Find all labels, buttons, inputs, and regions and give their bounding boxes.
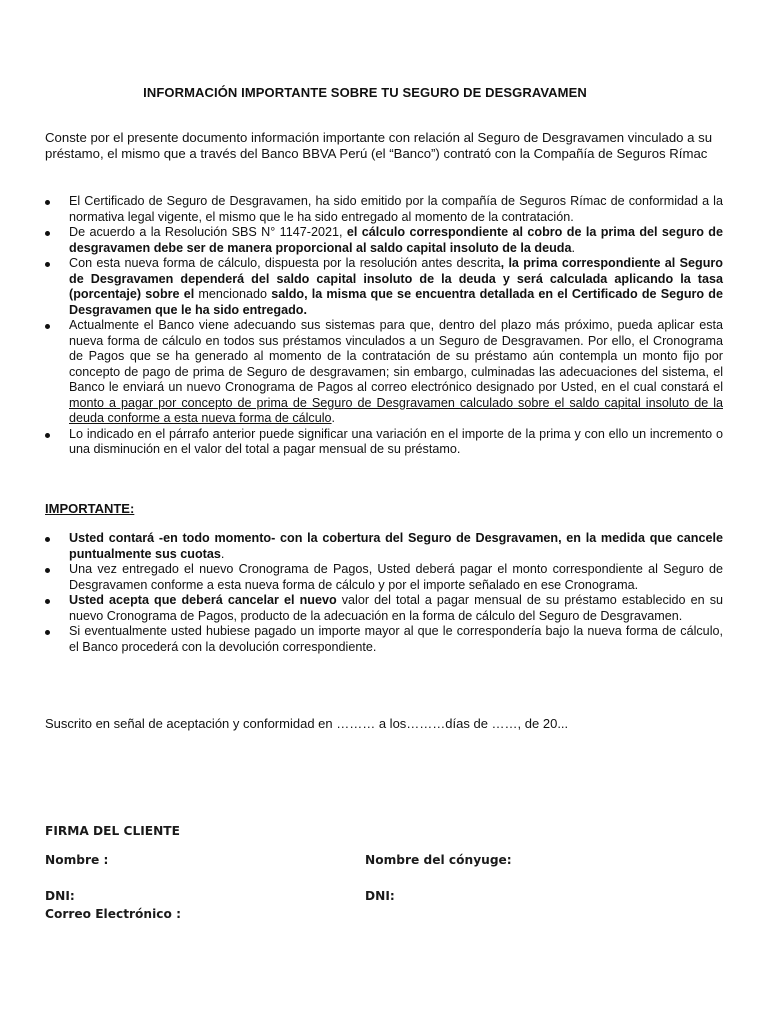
- bullet-text: valor del total a pagar mensual de su préstamo establecido en su nuevo Cronograma de Pagos, producto de la adecuación en la forma de cálculo del Seguro de Desgravamen.: [69, 593, 723, 623]
- bullet-text: El Certificado de Seguro de Desgravamen, ha sido emitido por la compañía de Seguros Rímac de conformidad a la normativa legal vigente, el mismo que le ha sido entregado al momento de la contratación.: [69, 194, 723, 224]
- list-item: [45, 593, 723, 624]
- bullet-bold-text: el cálculo correspondiente al cobro de la prima del seguro de desgravamen debe ser de manera proporcional al saldo capital insoluto de la deuda: [69, 225, 723, 255]
- important-heading: IMPORTANTE:: [45, 501, 135, 516]
- bullet-underlined-text: monto a pagar por concepto de prima de Seguro de Desgravamen calculado sobre el saldo capital insoluto de la deuda conforme a esta nueva forma de cálculo: [69, 395, 723, 425]
- client-name-label: Nombre :: [45, 853, 109, 867]
- list-item: [45, 624, 723, 655]
- bullet-bold-text: Usted acepta que deberá cancelar el nuevo: [69, 593, 337, 607]
- bullet-text: .: [571, 240, 576, 255]
- bullet-text: Si eventualmente usted hubiese pagado un importe mayor al que le correspondería bajo la nueva forma de cálculo, el Banco procederá con la devolución correspondiente.: [69, 624, 723, 654]
- spouse-name-label: Nombre del cónyuge:: [365, 853, 512, 867]
- list-item: [45, 531, 723, 562]
- bullet-text: De acuerdo a la Resolución SBS N° 1147-2021,: [69, 225, 347, 239]
- list-item: [45, 318, 723, 427]
- important-bullet-list: [45, 531, 723, 655]
- bullet-bold-text: Usted contará -en todo momento- con la cobertura del Seguro de Desgravamen, en la medida que cancele puntualmente sus cuotas: [69, 531, 723, 561]
- bullet-text: Lo indicado en el párrafo anterior puede significar una variación en el importe de la prima y con ello un incremento o una disminución en el valor del total a pagar mensual de su préstamo.: [69, 426, 723, 456]
- list-item: [45, 427, 723, 458]
- acceptance-statement: Suscrito en señal de aceptación y conformidad en ……… a los………días de ……, de 20...: [45, 716, 569, 731]
- client-dni-label: DNI:: [45, 889, 75, 903]
- bullet-text: Actualmente el Banco viene adecuando sus sistemas para que, dentro del plazo más próximo, pueda aplicar esta nueva forma de cálculo en todos sus préstamos vinculados a un Seguro de Desgravamen. Por ello, el Cronograma de Pagos que se ha generado al momento de la contratación de su préstamo aún contempla un monto fijo por concepto de pago de prima de Seguro de desgravamen; sin embargo, culminadas las adecuaciones del sistema, el Banco le enviará un nuevo Cronograma de Pagos al correo electrónico designado por Usted, en el cual constará el: [69, 318, 723, 394]
- bullet-text: .: [220, 546, 225, 561]
- info-bullet-list: [45, 194, 723, 458]
- intro-paragraph: Conste por el presente documento información importante con relación al Seguro de Desgravamen vinculado a su préstamo, el mismo que a través del Banco BBVA Perú (el “Banco”) contrató con la Compañía de Seguros Rímac: [45, 130, 713, 161]
- signature-heading: FIRMA DEL CLIENTE: [45, 824, 180, 838]
- client-email-label: Correo Electrónico :: [45, 907, 181, 921]
- document-title: INFORMACIÓN IMPORTANTE SOBRE TU SEGURO DE DESGRAVAMEN: [143, 85, 587, 100]
- bullet-bold-text: saldo, la misma que se encuentra detallada en el Certificado de Seguro de Desgravamen que le ha sido entregado.: [69, 287, 723, 317]
- bullet-text: Con esta nueva forma de cálculo, dispuesta por la resolución antes descrita: [69, 256, 501, 270]
- bullet-text: mencionado: [194, 287, 272, 301]
- bullet-text: Una vez entregado el nuevo Cronograma de Pagos, Usted deberá pagar el monto correspondiente al Seguro de Desgravamen conforme a esta nueva forma de cálculo y por el importe señalado en ese Cronograma.: [69, 562, 723, 592]
- bullet-text: .: [331, 411, 336, 425]
- list-item: [45, 225, 723, 256]
- spouse-dni-label: DNI:: [365, 889, 395, 903]
- list-item: [45, 194, 723, 225]
- bullet-bold-text: , la prima correspondiente al Seguro de Desgravamen dependerá del saldo capital insoluto de la deuda y será calculada aplicando la tasa (porcentaje) sobre el: [69, 256, 723, 301]
- list-item: [45, 562, 723, 593]
- list-item: [45, 256, 723, 318]
